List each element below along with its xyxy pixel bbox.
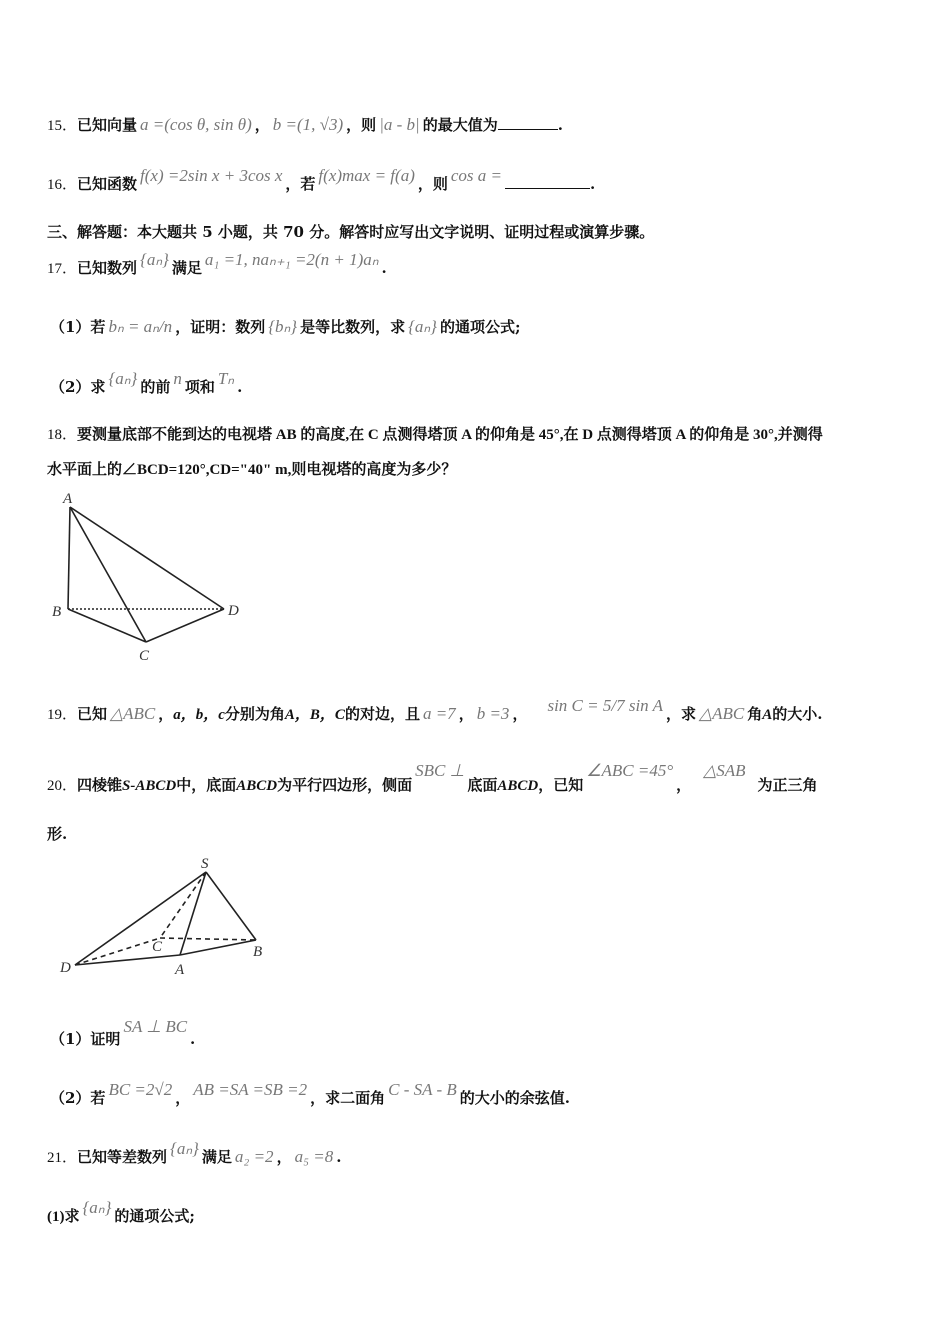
label-C: C xyxy=(152,939,163,955)
math-abs: |a - b| xyxy=(379,115,420,134)
text: . xyxy=(557,116,563,134)
math-a2: a₂ =2 xyxy=(234,1147,274,1166)
figure-pyramid xyxy=(75,872,256,965)
math-vector-b: b =(1, √3) xyxy=(272,115,344,134)
text: 的大小的余弦值. xyxy=(459,1089,571,1107)
text: 分别为角 xyxy=(224,705,285,723)
text: ， xyxy=(458,705,474,723)
text: 的前 xyxy=(140,378,171,396)
math-sine-relation: sin C = 5/7 sin A xyxy=(547,696,663,715)
text: 是等比数列，求 xyxy=(300,318,406,336)
text: ，求 xyxy=(666,705,697,723)
text: 角 xyxy=(747,705,763,723)
label-D: D xyxy=(228,603,239,619)
math-triangle: △SAB xyxy=(703,761,746,780)
figure-tower xyxy=(68,507,224,642)
text: . xyxy=(237,378,243,396)
label-A: A xyxy=(175,962,185,978)
question-18-line-2: 水平面上的∠BCD=120°,CD="40" m,则电视塔的高度为多少？ xyxy=(47,462,457,478)
math-a5: a₅ =8 xyxy=(294,1147,334,1166)
text: A，B，C xyxy=(284,707,345,723)
text: ABCD xyxy=(497,778,539,794)
text: ，则 xyxy=(417,175,448,193)
math-sequence-b: {bₙ} xyxy=(268,317,298,336)
text: S-ABCD xyxy=(122,778,177,794)
math-sequence-a: {aₙ} xyxy=(408,317,437,336)
math-a: a =7 xyxy=(422,704,456,723)
math-cos: cos a = xyxy=(450,166,503,185)
part-label: （2）若 xyxy=(50,1089,106,1107)
text: 要测量底部不能到达的电视塔 AB 的高度,在 C 点测得塔顶 A 的仰角是 45°,在 D 点测得塔顶 A 的仰角是 30°,并测得 xyxy=(77,427,823,443)
math-perpendicular: SBC ⊥ xyxy=(415,761,465,780)
label-S: S xyxy=(201,856,209,872)
question-20-cont: 形. xyxy=(47,825,68,843)
math-b: b =3 xyxy=(476,704,510,723)
text: A xyxy=(762,707,773,723)
math-dihedral: C - SA - B xyxy=(388,1080,457,1099)
text: 已知函数 xyxy=(77,175,138,193)
text: ，求二面角 xyxy=(310,1089,386,1107)
question-number: 17． xyxy=(47,261,78,277)
math-sequence: {aₙ} xyxy=(140,250,169,269)
question-20-part-1 xyxy=(50,1017,196,1049)
math-sequence: {aₙ} xyxy=(170,1139,199,1158)
text: ，若 xyxy=(285,175,316,193)
label-D: D xyxy=(60,960,71,976)
text: 已知等差数列 xyxy=(77,1148,168,1166)
math-sequence-a: {aₙ} xyxy=(108,369,138,388)
text: 已知 xyxy=(77,705,108,723)
question-19 xyxy=(47,696,823,724)
text: ， xyxy=(276,1148,292,1166)
question-number: 21． xyxy=(47,1150,78,1166)
math-perpendicular: SA ⊥ BC xyxy=(123,1017,188,1036)
text: . xyxy=(381,259,387,277)
label-B: B xyxy=(52,604,62,620)
text: 为平行四边形，侧面 xyxy=(277,776,413,794)
label-B: B xyxy=(253,944,263,960)
text: ， xyxy=(254,116,270,134)
text: 底面 xyxy=(467,776,498,794)
text: 四棱锥 xyxy=(77,776,123,794)
math-vector-a: a =(cos θ, sin θ) xyxy=(140,115,252,134)
question-number: 15． xyxy=(47,118,78,134)
math-function: f(x) =2sin x + 3cos x xyxy=(140,166,283,185)
section-heading: 三、解答题：本大题共 5 小题，共 70 分。解答时应写出文字说明、证明过程或演算步骤。 xyxy=(47,223,655,241)
text: 的对边，且 xyxy=(344,705,420,723)
text: 的最大值为 xyxy=(422,116,498,134)
question-number: 18． xyxy=(47,427,78,443)
text: 的大小. xyxy=(772,705,823,723)
math-Tn: Tₙ xyxy=(217,369,235,388)
text: . xyxy=(336,1148,342,1166)
question-number: 16． xyxy=(47,177,78,193)
text: ， xyxy=(676,776,692,794)
math-sides: AB =SA =SB =2 xyxy=(193,1080,308,1099)
math-n: n xyxy=(173,369,182,388)
label-A: A xyxy=(63,491,73,507)
text: ， xyxy=(512,705,528,723)
text: ，则 xyxy=(346,116,377,134)
question-21 xyxy=(47,1139,342,1167)
text: ABCD xyxy=(236,778,278,794)
text: . xyxy=(590,175,596,193)
question-number: 20． xyxy=(47,778,78,794)
text: 中，底面 xyxy=(176,776,237,794)
text: 的通项公式; xyxy=(439,318,521,336)
part-label: （2）求 xyxy=(50,378,106,396)
text: . xyxy=(190,1030,196,1048)
label-C: C xyxy=(139,648,150,664)
part-label: （1）若 xyxy=(50,318,106,336)
part-label: (1)求 xyxy=(47,1209,80,1225)
math-recurrence: a₁ =1, naₙ₊₁ =2(n + 1)aₙ xyxy=(204,250,379,269)
text: 满足 xyxy=(201,1148,232,1166)
text: ，证明：数列 xyxy=(175,318,266,336)
text: ， xyxy=(175,1089,191,1107)
math-triangle: △ABC xyxy=(699,704,745,723)
question-number: 19． xyxy=(47,707,78,723)
question-21-part-1 xyxy=(47,1198,195,1226)
math-angle: ∠ABC =45° xyxy=(586,761,674,780)
text: 的通项公式; xyxy=(114,1207,195,1225)
text: ， xyxy=(158,705,174,723)
math-bc: BC =2√2 xyxy=(108,1080,173,1099)
math-triangle: △ABC xyxy=(110,704,156,723)
question-20 xyxy=(47,761,818,795)
text: ，已知 xyxy=(538,776,584,794)
text: 满足 xyxy=(171,259,202,277)
math-max: f(x)max = f(a) xyxy=(318,166,415,185)
text: 项和 xyxy=(184,378,215,396)
math-bn: bₙ = aₙ/n xyxy=(108,317,173,336)
text: a，b，c xyxy=(173,707,225,723)
text: 已知数列 xyxy=(77,259,138,277)
question-20-part-2 xyxy=(50,1080,571,1108)
text: 已知向量 xyxy=(77,116,138,134)
text: 为正三角 xyxy=(757,776,818,794)
math-sequence: {aₙ} xyxy=(82,1198,112,1217)
part-label: （1）证明 xyxy=(50,1030,121,1048)
